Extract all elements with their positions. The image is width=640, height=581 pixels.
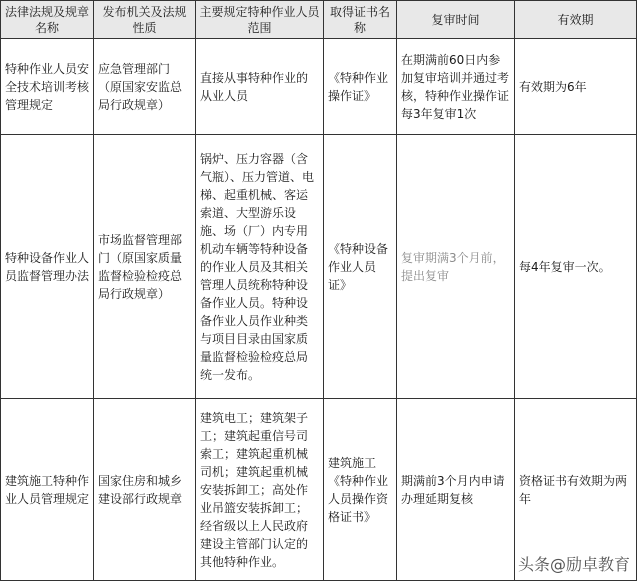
law-name-cell: 特种作业人员安全技术培训考核管理规定 [1, 39, 94, 135]
table-row [1, 39, 637, 135]
watermark: 头条@励卓教育 [517, 555, 630, 574]
certificate-cell: 《特种作业操作证》 [324, 39, 397, 135]
header-scope: 主要规定特种作业人员范围 [196, 1, 324, 39]
law-name-cell: 特种设备作业人员监督管理办法 [1, 135, 94, 399]
authority-cell: 国家住房和城乡建设部行政规章 [94, 399, 196, 581]
header-law-name: 法律法规及规章名称 [1, 1, 94, 39]
scope-cell: 建筑电工；建筑架子工；建筑起重信号司索工；建筑起重机械司机；建筑起重机械安装拆卸工；高处作业吊篮安装拆卸工；经省级以上人民政府建设主管部门认定的其他特种作业。 [196, 399, 324, 581]
certificate-cell: 建筑施工《特种作业人员操作资格证书》 [324, 399, 397, 581]
authority-cell: 应急管理部门（原国家安监总局行政规章） [94, 39, 196, 135]
validity-cell: 资格证书有效期为两年 [515, 399, 637, 581]
review-cell: 复审期满3个月前，提出复审 [397, 135, 515, 399]
review-cell: 期满前3个月内申请办理延期复核 [397, 399, 515, 581]
header-review: 复审时间 [397, 1, 515, 39]
review-cell: 在期满前60日内参加复审培训并通过考核，特种作业操作证每3年复审1次 [397, 39, 515, 135]
header-row [1, 1, 637, 39]
header-authority: 发布机关及法规性质 [94, 1, 196, 39]
authority-cell: 市场监督管理部门（原国家质量监督检验检疫总局行政规章） [94, 135, 196, 399]
header-certificate: 取得证书名称 [324, 1, 397, 39]
scope-cell: 直接从事特种作业的从业人员 [196, 39, 324, 135]
certificate-cell: 《特种设备作业人员证》 [324, 135, 397, 399]
header-validity: 有效期 [515, 1, 637, 39]
validity-cell: 每4年复审一次。 [515, 135, 637, 399]
validity-cell: 有效期为6年 [515, 39, 637, 135]
scope-cell: 锅炉、压力容器（含气瓶）、压力管道、电梯、起重机械、客运索道、大型游乐设施、场（厂）内专用机动车辆等特种设备的作业人员及其相关管理人员统称特种设备作业人员。特种设备作业人员作业种类与项目目录由国家质量监督检验检疫总局统一发布。 [196, 135, 324, 399]
law-name-cell: 建筑施工特种作业人员管理规定 [1, 399, 94, 581]
table-row [1, 135, 637, 399]
